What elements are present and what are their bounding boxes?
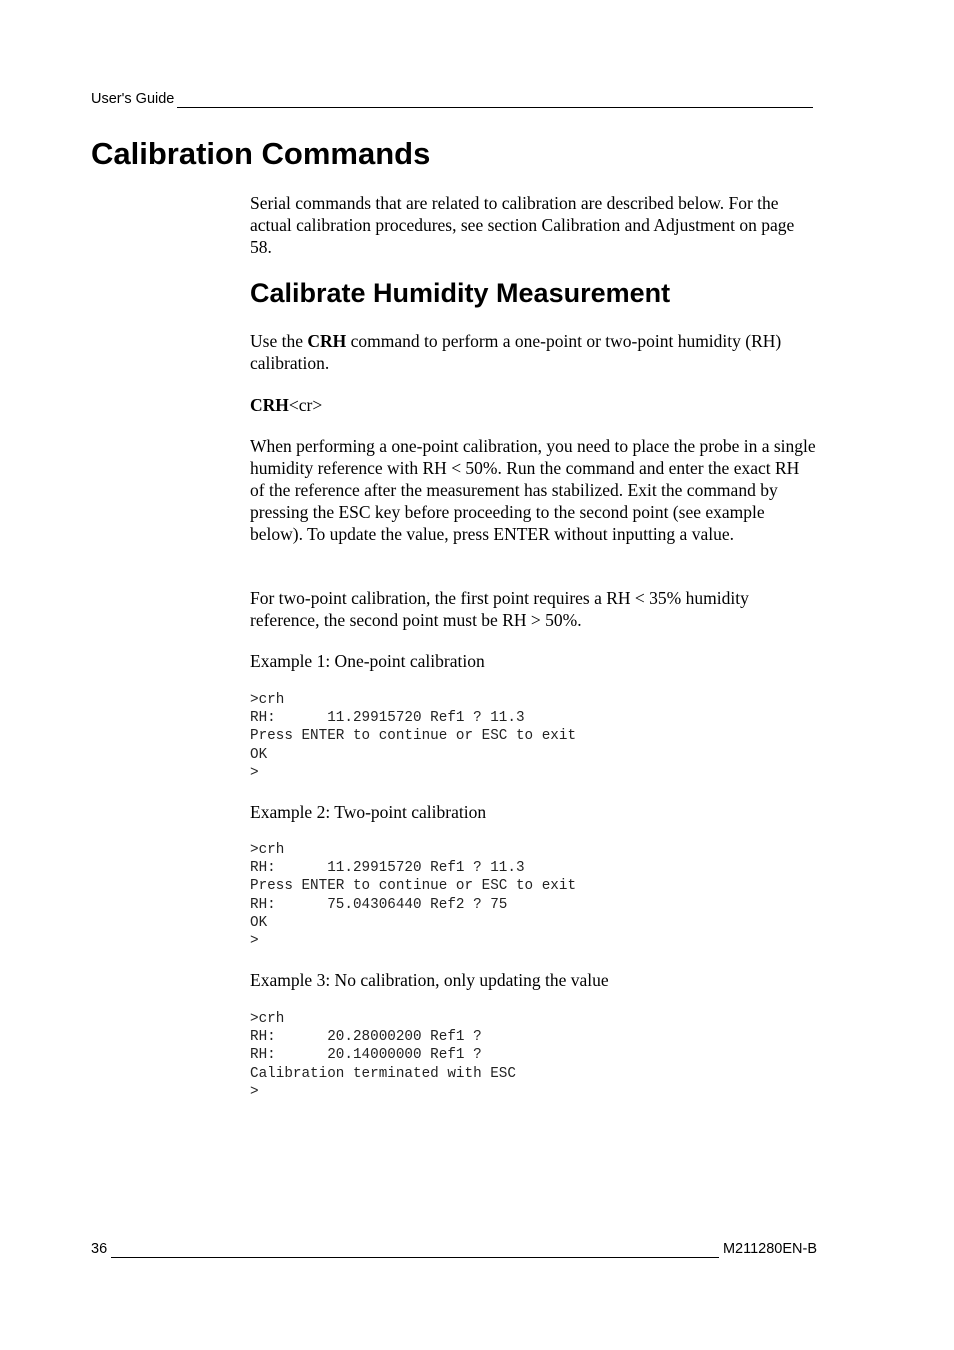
footer-rule — [111, 1243, 719, 1258]
page-number: 36 — [91, 1241, 108, 1257]
syntax-command: CRH — [250, 395, 289, 415]
running-footer — [91, 1240, 817, 1258]
example-1-caption: Example 1: One-point calibration — [250, 651, 485, 671]
example-1-code-block — [250, 691, 816, 782]
crh-description — [250, 330, 816, 374]
header-rule — [177, 93, 813, 108]
example-3-code-block — [250, 1010, 816, 1101]
syntax-terminator: <cr> — [288, 395, 323, 415]
intro-paragraph: Serial commands that are related to calibration are described below. For the actual calibration procedures, see section Calibration and Adjustment on page 58. — [250, 193, 795, 257]
crh-command-name: CRH — [307, 331, 347, 351]
one-point-paragraph: When performing a one-point calibration, you need to place the probe in a single humidity reference with RH < 50%. Run the command and enter the exact RH of the reference after the measurement has stabilized. Exit the command by pressing the ESC key before proceeding to the second point (see example below). To update the value, press ENTER without inputting a value. — [250, 436, 816, 544]
section-heading-block — [250, 276, 816, 310]
example-1-caption-block — [250, 650, 816, 672]
one-point-block — [250, 435, 816, 545]
example-2-code: >crh RH: 11.29915720 Ref1 ? 11.3 Press ENTER to continue or ESC to exit RH: 75.04306440 Ref2 ? 75 OK > — [250, 842, 577, 950]
two-point-block — [250, 587, 816, 631]
example-3-code: >crh RH: 20.28000200 Ref1 ? RH: 20.14000000 Ref1 ? Calibration terminated with ESC > — [250, 1011, 516, 1100]
crh-syntax — [250, 394, 816, 416]
document-id: M211280EN-B — [722, 1241, 817, 1257]
header-text: User's Guide — [91, 91, 175, 107]
example-2-code-block — [250, 841, 816, 950]
two-point-paragraph: For two-point calibration, the first point requires a RH < 35% humidity reference, the second point must be RH > 50%. — [250, 588, 749, 630]
example-1-code: >crh RH: 11.29915720 Ref1 ? 11.3 Press ENTER to continue or ESC to exit OK > — [250, 692, 577, 781]
example-2-caption-block — [250, 801, 816, 823]
intro-block — [250, 192, 816, 258]
page-title: Calibration Commands — [91, 136, 431, 171]
example-3-caption-block — [250, 969, 816, 991]
crh-desc-start: Use the — [250, 331, 308, 351]
running-header — [91, 90, 813, 108]
example-2-caption: Example 2: Two-point calibration — [250, 802, 487, 822]
crh-description-block — [250, 330, 816, 374]
section-heading: Calibrate Humidity Measurement — [250, 278, 671, 308]
crh-desc-end: command to perform a one-point or two-point humidity (RH) calibration. — [250, 331, 782, 373]
example-3-caption: Example 3: No calibration, only updating the value — [250, 970, 609, 990]
syntax-block — [250, 394, 816, 416]
